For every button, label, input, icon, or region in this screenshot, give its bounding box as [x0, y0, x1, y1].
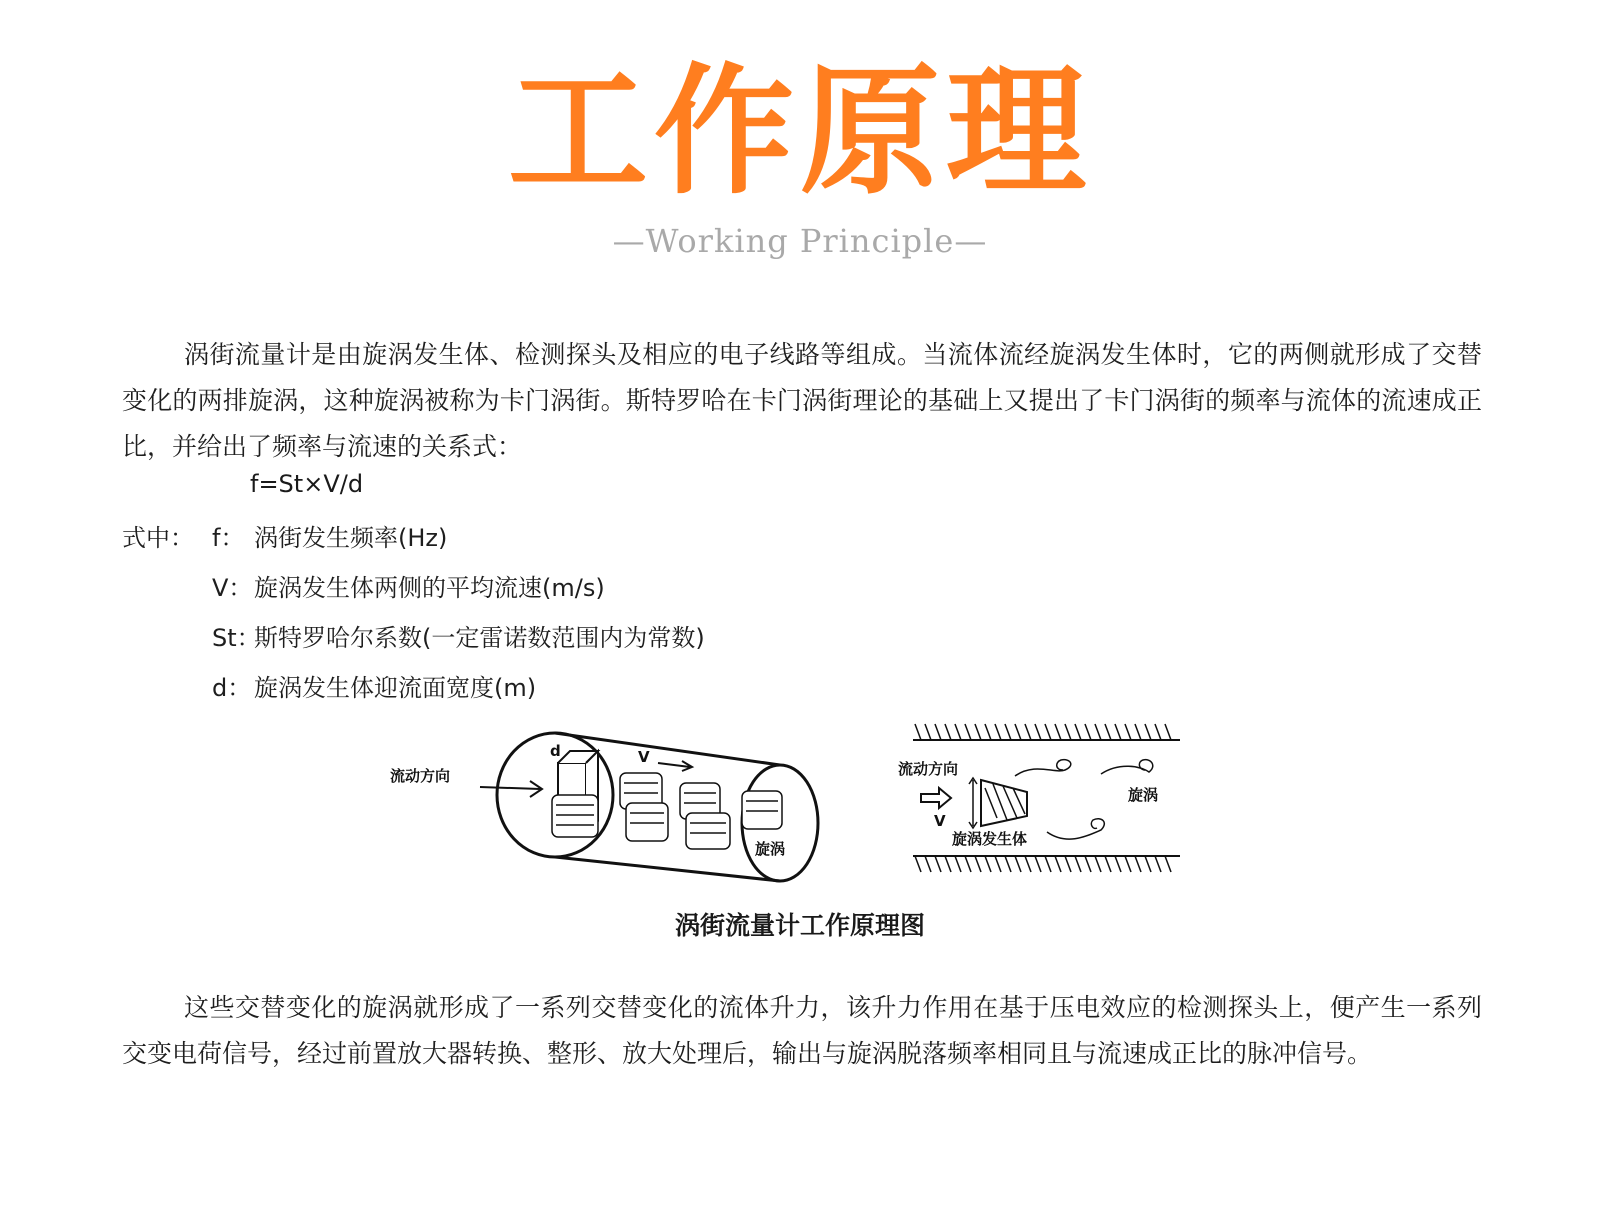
flow-arrow: [480, 781, 542, 797]
page-subtitle: —Working Principle—: [612, 222, 988, 260]
right-flow-label: 流动方向: [898, 760, 959, 778]
pipe-bottom-edge: [555, 857, 780, 881]
definition-desc: 斯特罗哈尔系数(一定雷诺数范围内为常数): [254, 624, 705, 652]
vortex-roll: [686, 813, 730, 849]
definition-symbol: St：: [212, 624, 261, 652]
flow-arrow: [921, 788, 951, 808]
definition-desc: 旋涡发生体迎流面宽度(m): [254, 674, 537, 702]
velocity-arrow: [658, 761, 692, 771]
intro-paragraph: 涡街流量计是由旋涡发生体、检测探头及相应的电子线路等组成。当流体流经旋涡发生体时，它的两侧就形成了交替变化的两排旋涡，这种旋涡被称为卡门涡街。斯特罗哈在卡门涡街理论的基础上又提出了卡门涡街的频率与流体的流速成正比，并给出了频率与流速的关系式：: [122, 340, 1482, 461]
bluff-body: [981, 780, 1027, 826]
definition-st: [212, 618, 705, 653]
vortex-roll: [552, 795, 598, 837]
definition-v: [212, 568, 605, 603]
left-d-label: d: [550, 742, 561, 760]
right-vortex-label: 旋涡: [1128, 786, 1159, 804]
vortex-roll: [742, 791, 782, 829]
pipe-diagram: [380, 725, 840, 895]
definition-symbol: V：: [212, 574, 253, 602]
definition-desc: 旋涡发生体两侧的平均流速(m/s): [254, 574, 605, 602]
definitions-lead: 式中：: [122, 524, 194, 552]
formula: f=St×V/d: [250, 470, 364, 498]
definition-d: [212, 668, 536, 703]
definition-desc: 涡街发生频率(Hz): [254, 524, 448, 552]
definition-symbol: f：: [212, 524, 245, 552]
vortex-roll: [626, 803, 668, 841]
right-velocity-label: V: [934, 812, 946, 830]
left-velocity-label: V: [638, 748, 650, 766]
page-title: 工作原理: [507, 51, 1092, 214]
definition-symbol: d：: [212, 674, 252, 702]
right-body-label: 旋涡发生体: [952, 830, 1028, 848]
left-flow-label: 流动方向: [390, 767, 451, 785]
d-dimension: [969, 778, 977, 828]
figure-caption: 涡街流量计工作原理图: [674, 911, 925, 940]
definition-f: [212, 518, 447, 553]
closing-paragraph: 这些交替变化的旋涡就形成了一系列交替变化的流体升力，该升力作用在基于压电效应的检测探头上，便产生一系列交变电荷信号，经过前置放大器转换、整形、放大处理后，输出与旋涡脱落频率相同且与流速成正比的脉冲信号。: [122, 993, 1482, 1068]
left-vortex-label: 旋涡: [755, 840, 786, 858]
